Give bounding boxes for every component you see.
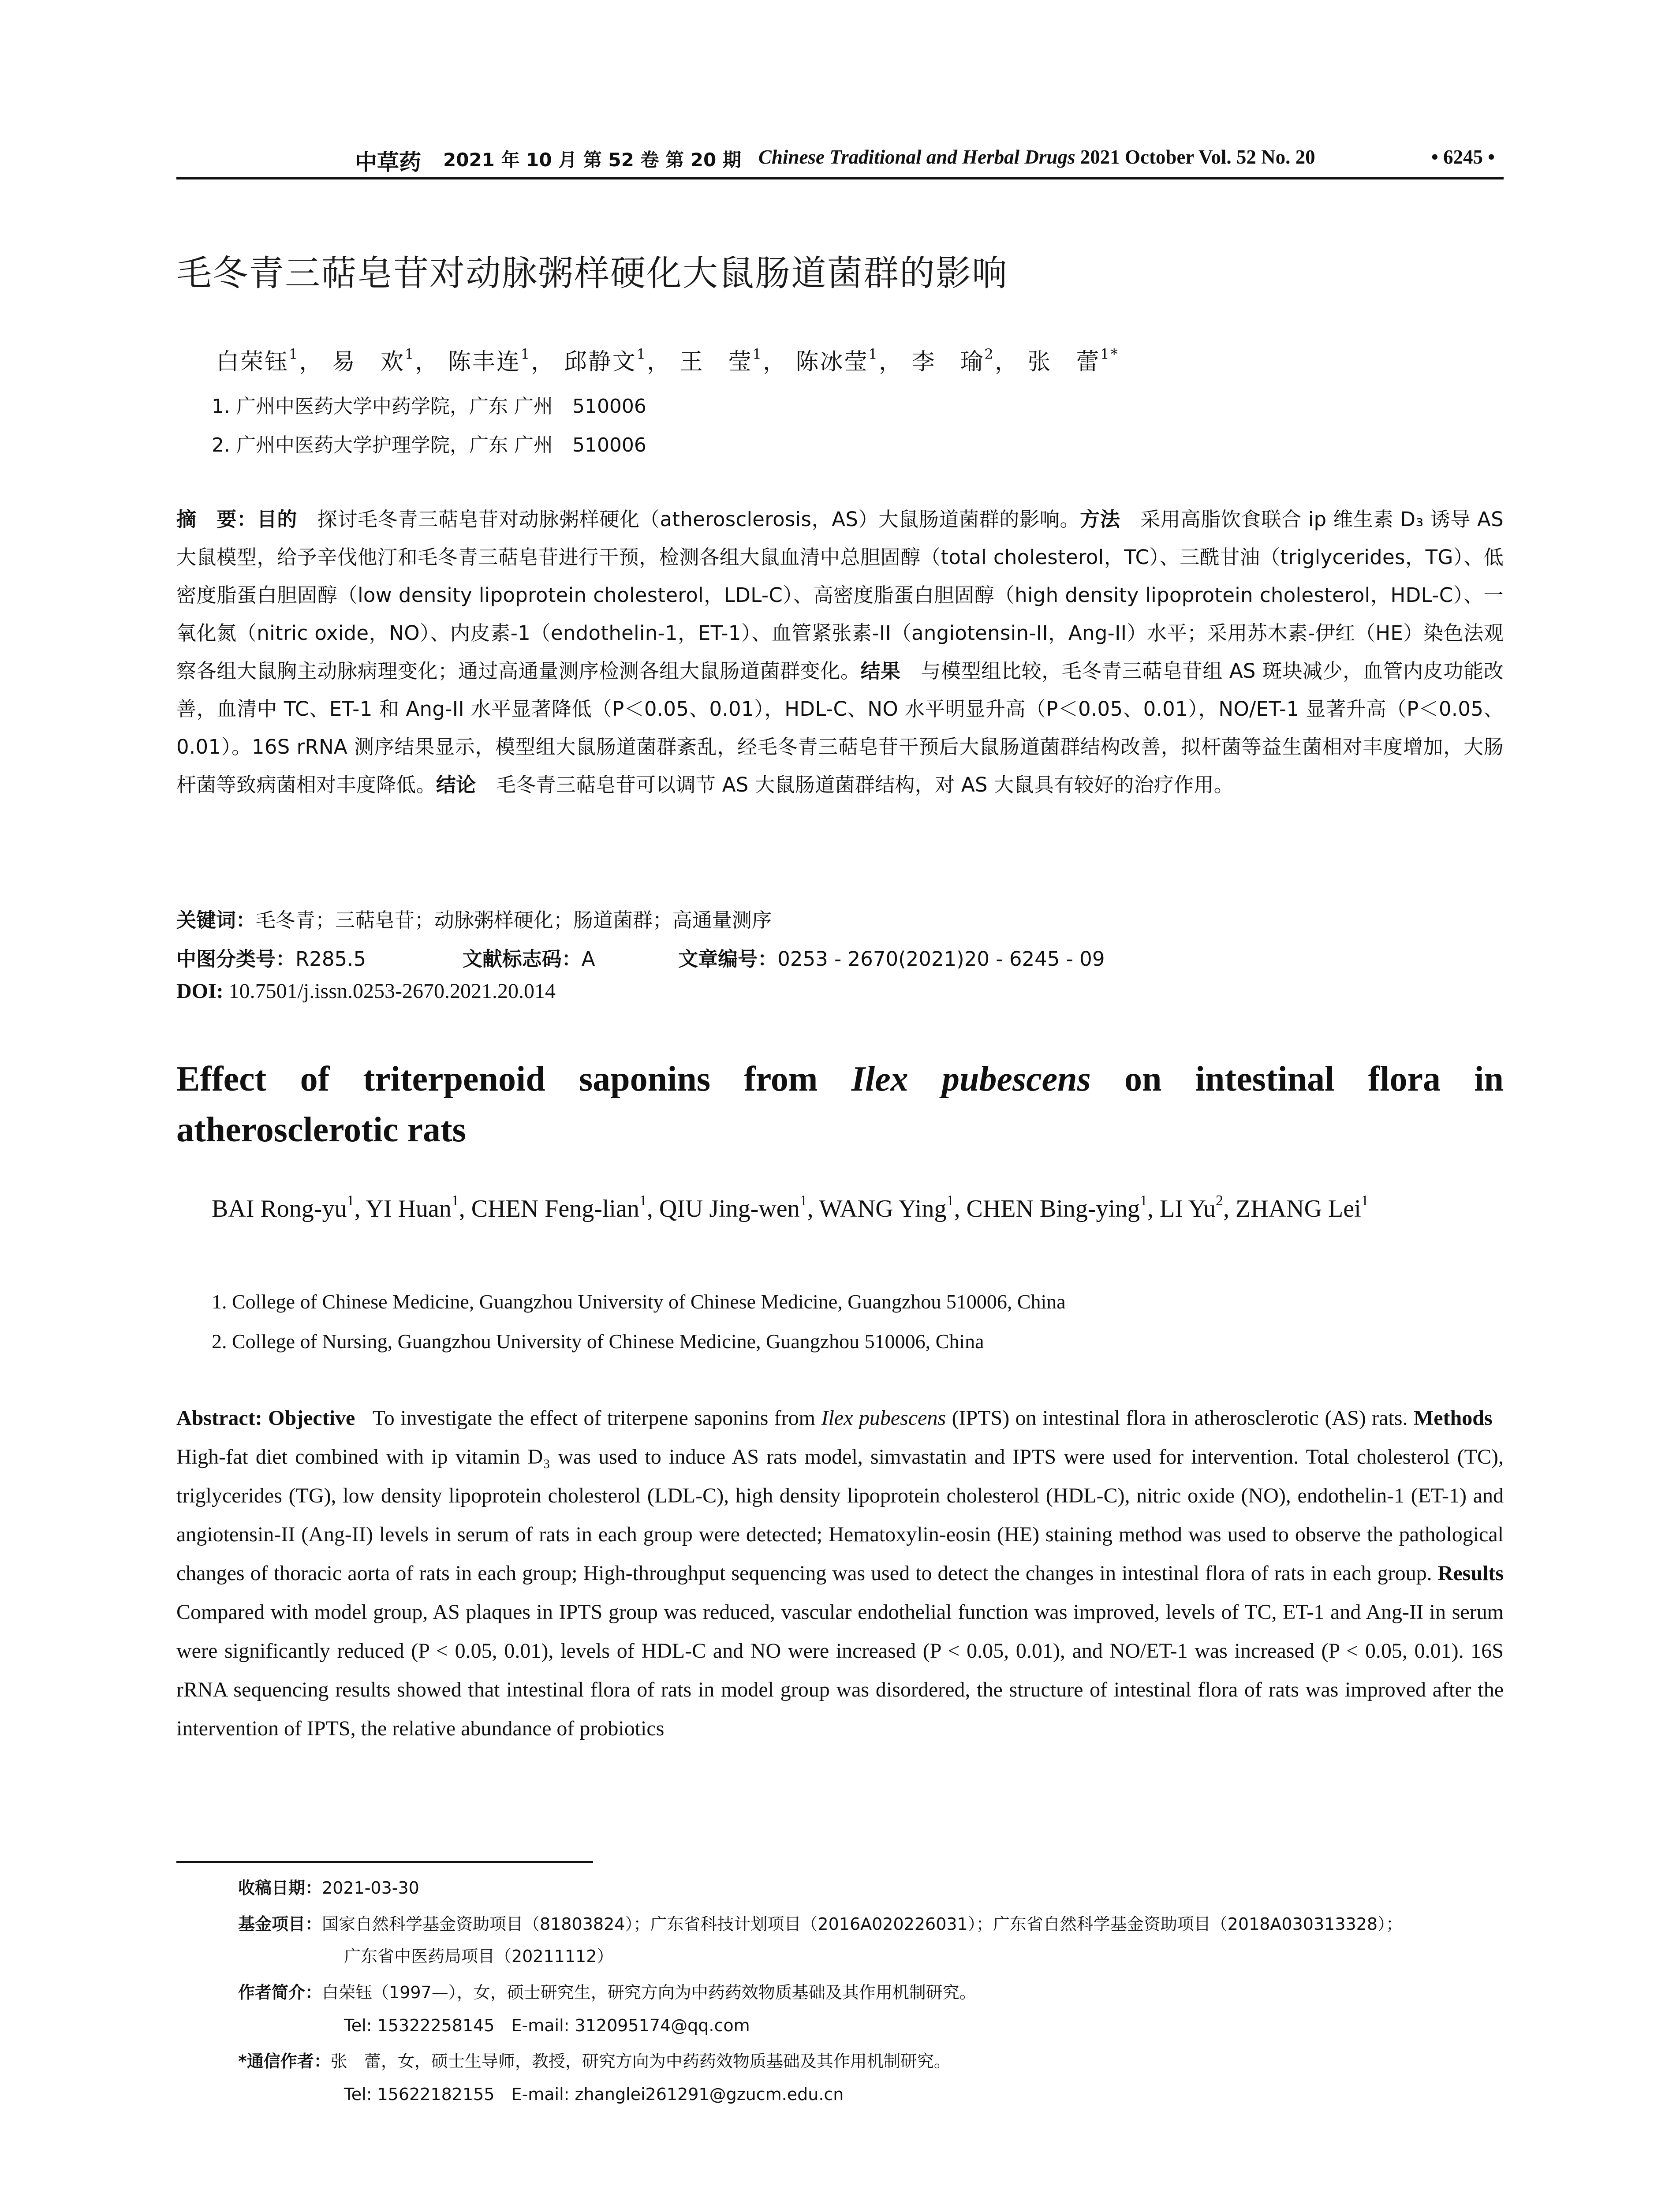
en-author: YI Huan$^1$: [366, 1192, 459, 1222]
en-methods-label: Methods: [1413, 1406, 1493, 1430]
en-author-list: BAI Rong-$yu^1$, YI Huan$^1$, CHEN Feng-lian$^1$, QIU Jing-wen$^1$, WANG Ying$^1$, CHEN Bing-ying$^1$, LI Yu$^2$, ZHANG Lei$^1$: [212, 1192, 1369, 1222]
author-bio: 作者简介：白荣钰（1997—），女，硕士研究生，研究方向为中药药效物质基础及其作用机制研究。: [238, 1983, 976, 2002]
header-rule: [176, 177, 1504, 179]
clc-value: R285.5: [295, 947, 366, 971]
keywords-text: 毛冬青；三萜皂苷；动脉粥样硬化；肠道菌群；高通量测序: [256, 908, 772, 932]
en-abstract-label: Abstract:: [176, 1406, 262, 1430]
cn-abstract: [176, 501, 1504, 804]
cn-objective-text: 探讨毛冬青三萜皂苷对动脉粥样硬化（atherosclerosis，AS）大鼠肠道菌群的影响。: [297, 508, 1080, 531]
en-title: [176, 1054, 1504, 1155]
keywords-label: 关键词：: [176, 908, 256, 932]
funding-continued: 广东省中医药局项目（20211112）: [344, 1947, 614, 1966]
footnote-rule: [176, 1861, 593, 1863]
en-author: LI Yu$^2$: [1160, 1192, 1224, 1222]
cn-results-text: 与模型组比较，毛冬青三萜皂苷组 AS 斑块减少，血管内皮功能改善，血清中 TC、ET-1 和 Ang-II 水平显著降低（P＜0.05、0.01），HDL-C、NO 水平明显升高（P＜0.05、0.01），NO/ET-1 显著升高（P＜0.05、0.01）。16S rRNA 测序结果显示，模型组大鼠肠道菌群紊乱，经毛冬青三萜皂苷干预后大鼠肠道菌群结构改善，拟杆菌等益生菌相对丰度增加，大肠杆菌等致病菌相对丰度降低。: [176, 659, 1504, 796]
en-author: ZHANG Lei$^1$: [1236, 1192, 1369, 1222]
cn-affiliation-1: 1. 广州中医药大学中药学院，广东 广州 510006: [212, 395, 646, 418]
en-author: CHEN Feng-lian$^1$: [471, 1192, 647, 1222]
en-author: BAI Rong-$yu^1$: [212, 1192, 355, 1222]
en-methods-text: High-fat diet combined with ip vitamin D₃ was used to induce AS rats model, simvastatin and IPTS were used for intervention. Total cholesterol (TC), triglycerides (TG), low density lipoprotein cholesterol (LDL-C), high density lipoprotein cholesterol (HDL-C), nitric oxide (NO), endothelin-1 (ET-1) and angiotensin-II (Ang-II) levels in serum of rats in each group were detected; Hematoxylin-eosin (HE) staining method was used to observe the pathological changes of thoracic aorta of rats in each group; High-throughput sequencing was used to detect the changes in intestinal flora of rats in each group.: [176, 1445, 1504, 1585]
cn-author: 陈丰连$^1$: [448, 346, 531, 375]
en-title-line-1: Effect of triterpenoid saponins from Ilex pubescens on intestinal flora in: [176, 1060, 1504, 1099]
header-en-issue: [758, 146, 1315, 168]
cn-author: 张 蕾$^{1*}$: [1027, 346, 1119, 375]
doi-value[interactable]: 10.7501/j.issn.0253-2670.2021.20.014: [228, 979, 556, 1003]
cn-results-label: 结果: [860, 659, 901, 683]
funding: 基金项目：国家自然科学基金资助项目（81803824）；广东省科技计划项目（2016A020226031）；广东省自然科学基金资助项目（2018A030313328）；: [238, 1914, 1403, 1934]
en-results-text: Compared with model group, AS plaques in IPTS group was reduced, vascular endothelial function was improved, levels of TC, ET-1 and Ang-II in serum were significantly reduced (P < 0.05, 0.01), levels of HDL-C and NO were increased (P < 0.05, 0.01), and NO/ET-1 was increased (P < 0.05, 0.01). 16S rRNA sequencing results showed that intestinal flora of rats in model group was disordered, the structure of intestinal flora of rats was improved after the intervention of IPTS, the relative abundance of probiotics: [176, 1600, 1504, 1740]
cn-objective-label: 目的: [257, 508, 298, 531]
corresponding-author: *通信作者：张 蕾，女，硕士生导师，教授，研究方向为中药药效物质基础及其作用机制研究。: [238, 2052, 951, 2071]
cn-conclusion-text: 毛冬青三萜皂苷可以调节 AS 大鼠肠道菌群结构，对 AS 大鼠具有较好的治疗作用。: [476, 773, 1234, 796]
en-author: CHEN Bing-ying$^1$: [966, 1192, 1148, 1222]
en-author: WANG Ying$^1$: [819, 1192, 954, 1222]
doi-label: DOI:: [176, 979, 224, 1003]
received-date: 收稿日期：2021-03-30: [238, 1878, 419, 1898]
cn-methods-text: 采用高脂饮食联合 ip 维生素 D₃ 诱导 AS 大鼠模型，给予辛伐他汀和毛冬青三萜皂苷进行干预，检测各组大鼠血清中总胆固醇（total cholesterol，TC）、三酰甘油（triglycerides，TG）、低密度脂蛋白胆固醇（low density lipoprotein cholesterol，LDL-C）、高密度脂蛋白胆固醇（high density lipoprotein cholesterol，HDL-C）、一氧化氮（nitric oxide，NO）、内皮素-1（endothelin-1，ET-1）、血管紧张素-II（angiotensin-II，Ang-II）水平；采用苏木素-伊红（HE）染色法观察各组大鼠胸主动脉病理变化；通过高通量测序检测各组大鼠肠道菌群变化。: [176, 508, 1504, 683]
page-number: • 6245 •: [1431, 146, 1495, 168]
en-affiliation-1: 1. College of Chinese Medicine, Guangzhou University of Chinese Medicine, Guangzhou 510006, China: [212, 1290, 1066, 1313]
clc-label: 中图分类号：: [176, 947, 296, 971]
en-title-line-2: atherosclerotic rats: [176, 1110, 466, 1149]
cn-author: 易 欢$^1$: [332, 346, 415, 375]
doi-line: [176, 979, 556, 1003]
cn-title: 毛冬青三萜皂苷对动脉粥样硬化大鼠肠道菌群的影响: [176, 253, 1008, 294]
cn-author: 王 莹$^1$: [679, 346, 763, 375]
cn-methods-label: 方法: [1080, 508, 1120, 531]
header-cn-issue: 2021 年 10 月 第 52 卷 第 20 期: [443, 149, 741, 171]
en-title-species: Ilex pubescens: [851, 1060, 1091, 1099]
cn-author: 李 瑜$^2$: [911, 346, 995, 375]
cn-abstract-label: 摘 要：: [176, 508, 257, 531]
running-header: [176, 141, 1504, 176]
cn-conclusion-label: 结论: [436, 773, 476, 796]
en-abstract: [176, 1399, 1504, 1748]
cn-affiliation-2: 2. 广州中医药大学护理学院，广东 广州 510006: [212, 434, 646, 456]
journal-logo: 中草药: [355, 149, 421, 175]
en-objective-text-end: (IPTS) on intestinal flora in atherosclerotic (AS) rats.: [946, 1406, 1408, 1430]
en-objective-label: Objective: [268, 1406, 355, 1430]
cn-author: 白荣钰$^1$: [216, 346, 299, 375]
header-en-journal: Chinese Traditional and Herbal Drugs: [758, 146, 1075, 168]
en-objective-text: To investigate the effect of triterpene saponins from: [372, 1406, 821, 1430]
cn-author-list: 白荣钰$^1$， 易 欢$^1$， 陈丰连$^1$， 邱静文$^1$， 王 莹$^1$， 陈冰莹$^1$， 李 瑜$^2$， 张 蕾$^{1*}$: [216, 346, 1119, 375]
doc-code-value: A: [581, 947, 595, 971]
en-affiliation-2: 2. College of Nursing, Guangzhou University of Chinese Medicine, Guangzhou 510006, China: [212, 1330, 984, 1353]
doc-code-label: 文献标志码：: [462, 947, 582, 971]
en-results-label: Results: [1437, 1562, 1504, 1585]
article-no-value: 0253 - 2670(2021)20 - 6245 - 09: [777, 947, 1105, 971]
cn-author: 陈冰莹$^1$: [795, 346, 879, 375]
cn-keywords: [176, 904, 772, 933]
en-objective-species: Ilex pubescens: [821, 1406, 946, 1430]
corresponding-contact: Tel: 15622182155 E-mail: zhanglei261291@gzucm.edu.cn: [344, 2085, 844, 2104]
cn-author: 邱静文$^1$: [564, 346, 647, 375]
header-en-volume: 2021 October Vol. 52 No. 20: [1080, 146, 1315, 168]
en-author: QIU Jing-wen$^1$: [659, 1192, 807, 1222]
author-contact: Tel: 15322258145 E-mail: 312095174@qq.com: [344, 2016, 750, 2035]
classification-line: [176, 943, 1105, 972]
article-no-label: 文章编号：: [678, 947, 778, 971]
